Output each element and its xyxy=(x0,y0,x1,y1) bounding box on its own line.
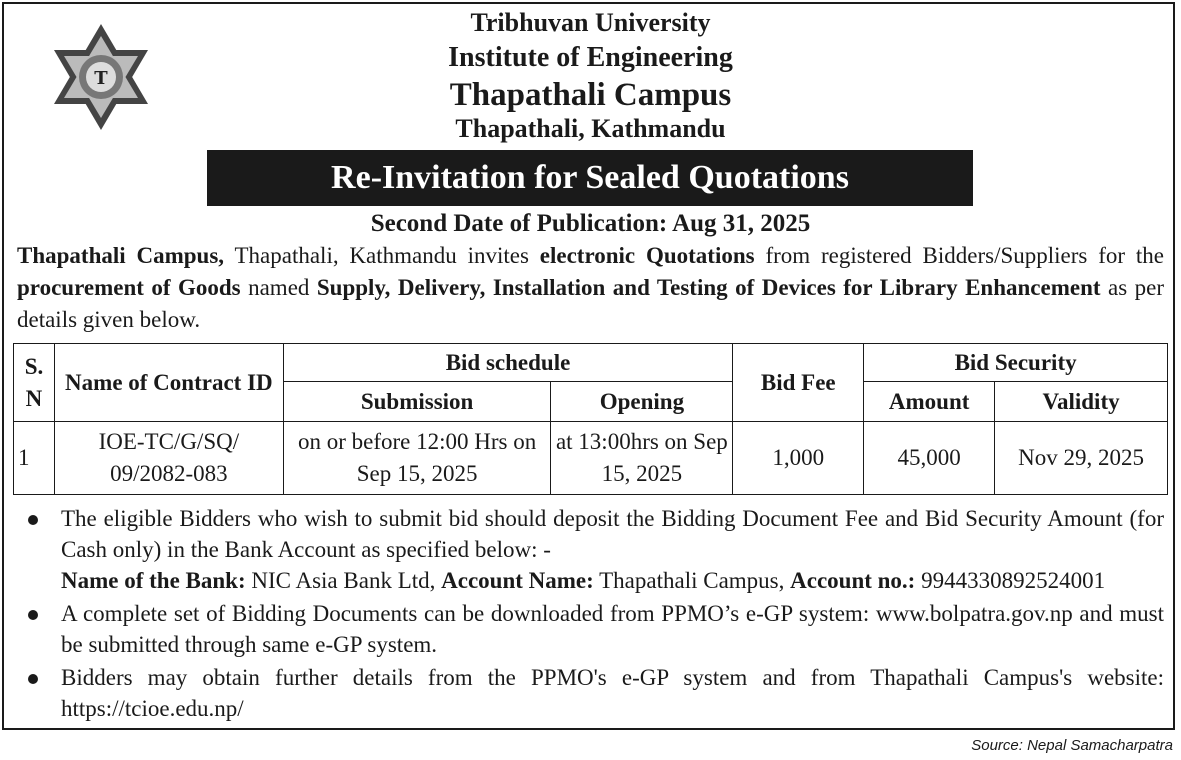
bank-label: Name of the Bank: xyxy=(61,568,246,593)
account-no-label: Account no.: xyxy=(790,568,916,593)
bank-details xyxy=(61,565,1164,596)
intro-item-name: Supply, Delivery, Installation and Testing of Devices for Library Enhancement xyxy=(316,275,1101,300)
header-contract-id: Name of Contract ID xyxy=(54,344,283,422)
intro-electronic-quotations: electronic Quotations xyxy=(539,243,755,268)
table-row xyxy=(14,422,1168,495)
cell-submission: on or before 12:00 Hrs on Sep 15, 2025 xyxy=(283,422,551,495)
account-name-value: Thapathali Campus, xyxy=(593,568,791,593)
account-name-label: Account Name: xyxy=(441,568,594,593)
list-item xyxy=(28,598,1164,660)
bank-value: NIC Asia Bank Ltd, xyxy=(245,568,442,593)
intro-paragraph xyxy=(17,240,1164,336)
account-no-value: 9944330892524001 xyxy=(915,568,1106,593)
publication-date: Second Date of Publication: Aug 31, 2025 xyxy=(370,210,811,237)
cell-sn: 1 xyxy=(14,422,55,495)
intro-text-1: Thapathali, Kathmandu invites xyxy=(224,243,540,268)
bid-table xyxy=(13,343,1168,495)
bullet-download-text: A complete set of Bidding Documents can be downloaded from PPMO’s e-GP system: www.bolpatra.gov.np and must be submitted through same e-GP system. xyxy=(61,601,1164,657)
svg-text:T: T xyxy=(94,68,108,89)
intro-procurement-goods: procurement of Goods xyxy=(17,275,241,300)
header-bid-schedule: Bid schedule xyxy=(283,344,733,382)
header-sn: S. N xyxy=(14,344,55,422)
intro-campus: Thapathali Campus, xyxy=(17,243,225,268)
header-submission: Submission xyxy=(283,382,551,422)
list-item xyxy=(28,503,1164,596)
bullet-icon xyxy=(28,610,38,620)
bullet-icon xyxy=(28,515,38,525)
intro-text-3: named xyxy=(240,275,317,300)
header-bid-fee: Bid Fee xyxy=(733,344,864,422)
cell-amount: 45,000 xyxy=(864,422,995,495)
instructions-list xyxy=(28,503,1164,724)
header-validity: Validity xyxy=(995,382,1168,422)
cell-contract-id: IOE-TC/G/SQ/ 09/2082-083 xyxy=(54,422,283,495)
bullet-icon xyxy=(28,674,38,684)
header-opening: Opening xyxy=(551,382,733,422)
bullet-deposit-text: The eligible Bidders who wish to submit bid should deposit the Bidding Document Fee and Bid Security Amount (for Cash only) in the Bank Account as specified below: - xyxy=(61,506,1164,562)
header-bid-security: Bid Security xyxy=(864,344,1168,382)
bullet-details-text: Bidders may obtain further details from the PPMO's e-GP system and from Thapathali Campus's website: https://tcioe.edu.np/ xyxy=(61,665,1164,721)
list-item xyxy=(28,662,1164,724)
campus-name: Thapathali Campus xyxy=(449,77,732,113)
notice-title-banner: Re-Invitation for Sealed Quotations xyxy=(207,150,973,206)
cell-opening: at 13:00hrs on Sep 15, 2025 xyxy=(551,422,733,495)
campus-location: Thapathali, Kathmandu xyxy=(455,114,726,143)
intro-text-4: as per details given below. xyxy=(17,275,1165,332)
header-amount: Amount xyxy=(864,382,995,422)
intro-text-2: from registered Bidders/Suppliers for the xyxy=(754,243,1164,268)
university-name: Tribhuvan University xyxy=(470,8,711,37)
source-credit: Source: Nepal Samacharpatra xyxy=(971,737,1173,754)
cell-bid-fee: 1,000 xyxy=(733,422,864,495)
institute-name: Institute of Engineering xyxy=(448,42,733,73)
cell-validity: Nov 29, 2025 xyxy=(995,422,1168,495)
